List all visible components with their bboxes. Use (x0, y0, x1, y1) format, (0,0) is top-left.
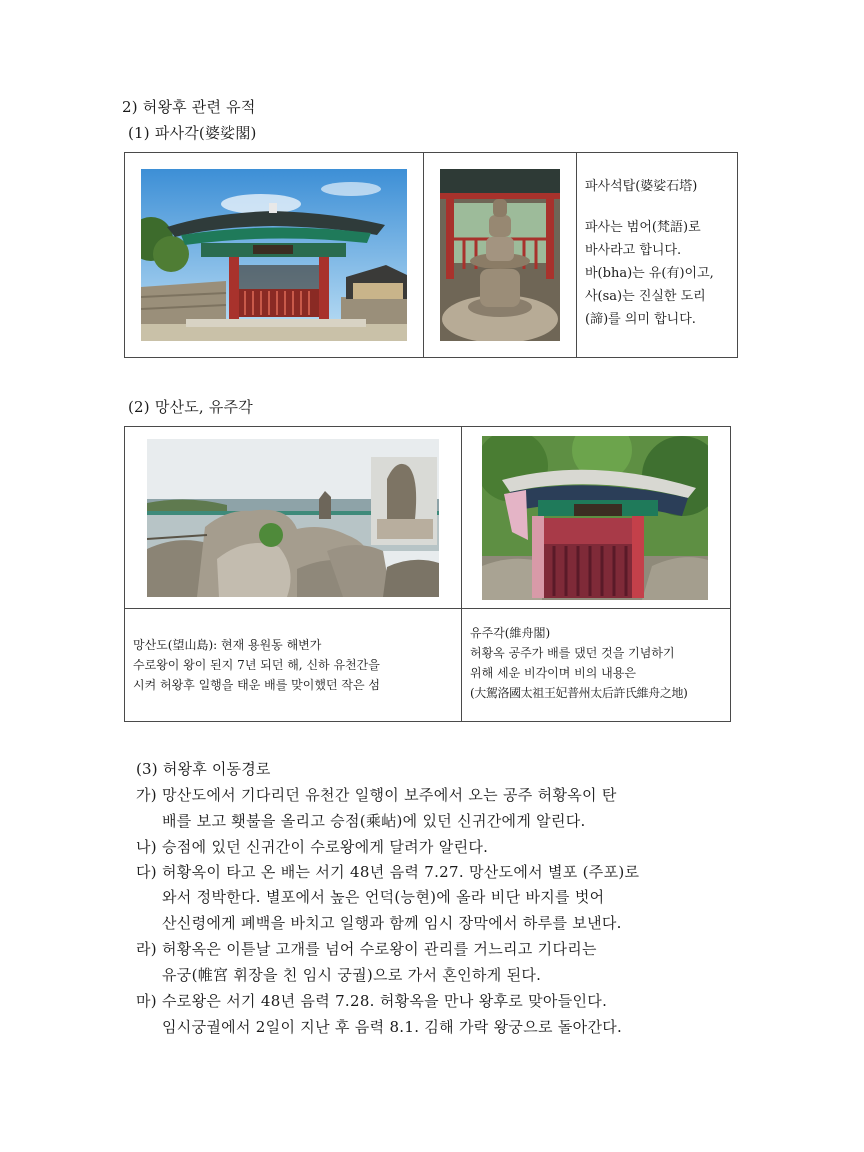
stone-pagoda-line: 사(sa)는 진실한 도리 (585, 289, 706, 304)
route-line: 가) 망산도에서 기다리던 유천간 일행이 보주에서 오는 공주 허황옥이 탄 (136, 786, 617, 804)
yujugak-caption-line: 위해 세운 비각이며 비의 내용은 (470, 666, 636, 680)
route-line: 배를 보고 횃불을 올리고 승점(乘岾)에 있던 신귀간에게 알린다. (162, 812, 586, 830)
yujugak-caption-cell (462, 609, 731, 722)
stone-pagoda-title: 파사석탑(婆娑石塔) (585, 179, 698, 194)
pasagak-photo-cell (125, 153, 424, 358)
stone-pagoda-line: 바사라고 합니다. (585, 243, 682, 258)
subsection-heading-mangsando: (2) 망산도, 유주각 (128, 398, 253, 416)
stone-pagoda-photo-cell (424, 153, 577, 358)
pasagak-pavilion-photo (141, 169, 407, 341)
section-title: 2) 허왕후 관련 유적 (122, 98, 256, 116)
mangsando-island-photo (147, 439, 439, 597)
subsection-heading-route: (3) 허왕후 이동경로 (136, 760, 271, 778)
yujugak-caption-line: 유주각(維舟閣) (470, 626, 551, 640)
mangsando-caption-line: 수로왕이 왕이 된지 7년 되던 해, 신하 유천간을 (133, 658, 380, 672)
yujugak-pavilion-photo (482, 436, 708, 600)
mangsando-photo-cell (125, 427, 462, 609)
mangsando-table (124, 426, 731, 722)
subsection-heading-pasagak: (1) 파사각(婆娑閣) (128, 124, 257, 142)
mangsando-caption-line: 시켜 허왕후 일행을 태운 배를 맞이했던 작은 섬 (133, 678, 380, 692)
pasagak-table (124, 152, 738, 358)
yujugak-caption-line: (大駕洛國太祖王妃普州太后許氏維舟之地) (470, 686, 688, 700)
stone-pagoda-photo (440, 169, 560, 341)
route-line: 라) 허황옥은 이튿날 고개를 넘어 수로왕이 관리를 거느리고 기다리는 (136, 940, 597, 958)
mangsando-caption-cell (125, 609, 462, 722)
stone-pagoda-line: (諦)를 의미 합니다. (585, 312, 696, 327)
route-line: 나) 승점에 있던 신귀간이 수로왕에게 달려가 알린다. (136, 838, 489, 856)
stone-pagoda-line: 파사는 범어(梵語)로 (585, 220, 701, 235)
route-line: 임시궁궐에서 2일이 지난 후 음력 8.1. 김해 가락 왕궁으로 돌아간다. (162, 1018, 623, 1036)
route-line: 와서 정박한다. 별포에서 높은 언덕(능현)에 올라 비단 바지를 벗어 (162, 888, 605, 906)
route-line: 산신령에게 폐백을 바치고 일행과 함께 임시 장막에서 하루를 보낸다. (162, 914, 622, 932)
mangsando-caption-line: 망산도(望山島): 현재 용원동 해변가 (133, 638, 322, 652)
route-line: 마) 수로왕은 서기 48년 음력 7.28. 허황옥을 만나 왕후로 맞아들인다. (136, 992, 608, 1010)
stone-pagoda-line: 바(bha)는 유(有)이고, (585, 266, 714, 281)
yujugak-caption-line: 허황옥 공주가 배를 댔던 것을 기념하기 (470, 646, 675, 660)
yujugak-photo-cell (462, 427, 731, 609)
stone-pagoda-text-cell (577, 153, 738, 358)
route-line: 다) 허황옥이 타고 온 배는 서기 48년 음력 7.27. 망산도에서 별포 (주포)로 (136, 863, 640, 881)
route-line: 유궁(帷宮 휘장을 친 임시 궁궐)으로 가서 혼인하게 된다. (162, 966, 542, 984)
